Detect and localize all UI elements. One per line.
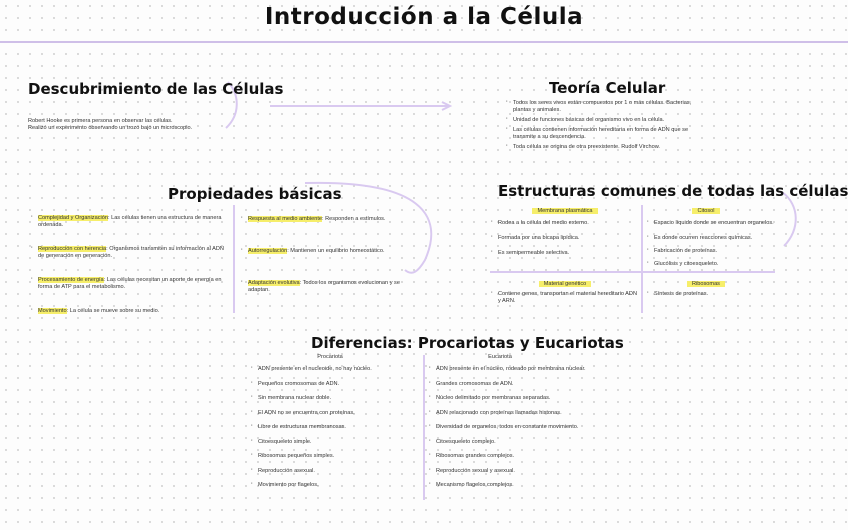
estructuras-heading: Estructuras comunes de todas las células (498, 182, 848, 200)
procariota-item: · Sin membrana nuclear doble. (250, 395, 420, 402)
teoria-item: · Toda célula se origina de otra preexistente. Rudolf Virchow. (505, 144, 695, 151)
diferencias-divider (423, 355, 425, 500)
propiedad-item: · Complejidad y Organización: Las células tienen una estructura de manera ordenada. (30, 215, 230, 229)
eucariota-item: · Núcleo delimitado por membranas separadas. (428, 395, 628, 402)
procariota-item: · ADN presente en el nucleoide, no hay núcleo. (250, 366, 420, 373)
material-genetico-label: Material genético (539, 281, 592, 287)
procariota-item: · Citoesqueleto simple. (250, 439, 420, 446)
propiedad-item: · Reproducción con herencia: Organismos transmiten su información al ADN de generación en generación. (30, 246, 230, 260)
propiedades-heading: Propiedades básicas (168, 185, 342, 203)
membrana-label: Membrana plasmática (532, 208, 597, 214)
descubrimiento-line: Realizó un experimento observando un trozo bajo un microscopio. (28, 125, 193, 131)
descubrimiento-text (28, 118, 192, 132)
estructura-item: · Síntesis de proteínas. (646, 291, 796, 298)
teoria-list (505, 100, 695, 151)
teoria-item: · Unidad de funciones básicas del organismo vivo en la célula. (505, 117, 695, 124)
estructura-item: · Es semipermeable selectiva. (490, 250, 640, 257)
procariota-item: · El ADN no se encuentra con proteínas. (250, 410, 420, 417)
procariota-label: Procariota (317, 354, 343, 360)
eucariota-item: · Mecanismo flagelos complejos. (428, 482, 628, 489)
propiedades-divider (233, 205, 235, 313)
estructura-membrana (490, 208, 640, 257)
eucariota-item: · Citoesqueleto complejo. (428, 439, 628, 446)
estructura-citosol (646, 208, 796, 268)
page-title: Introducción a la Célula (264, 4, 584, 30)
procariota-item: · Movimiento por flagelos. (250, 482, 420, 489)
procariota-item: · Libre de estructuras membranosas. (250, 424, 420, 431)
procariota-list (250, 366, 420, 489)
estructura-item: · Fabricación de proteínas. (646, 248, 796, 255)
eucariota-item: · Ribosomas grandes complejos. (428, 453, 628, 460)
estructuras-vertical-divider (641, 205, 643, 313)
propiedad-item: · Respuesta al medio ambiente: Responden a estímulos. (240, 216, 415, 223)
eucariota-list (428, 366, 628, 489)
estructura-item: · Formada por una bicapa lipídica. (490, 235, 640, 242)
teoria-heading: Teoría Celular (549, 79, 666, 97)
propiedad-item: · Movimiento: La célula se mueve sobre su medio. (30, 308, 230, 315)
eucariota-item: · ADN presente en el núcleo, rodeado por membrana nuclear. (428, 366, 628, 373)
propiedades-left-list (30, 215, 230, 315)
estructura-item: · Espacio líquido donde se encuentran organelos. (646, 220, 796, 227)
procariota-item: · Reproducción asexual. (250, 468, 420, 475)
ribosomas-label: Ribosomas (687, 281, 725, 287)
eucariota-item: · ADN relacionado con proteínas llamadas histonas. (428, 410, 628, 417)
estructura-ribosomas (646, 281, 796, 298)
diferencias-heading: Diferencias: Procariotas y Eucariotas (311, 334, 624, 352)
estructura-item: · Es donde ocurren reacciones químicas. (646, 235, 796, 242)
citosol-label: Citosol (692, 208, 719, 214)
eucariota-item: · Diversidad de organelos, todos en constante movimiento. (428, 424, 628, 431)
estructura-item: · Rodea a la célula del medio externo. (490, 220, 640, 227)
propiedad-item: · Adaptación evolutiva: Todos los organismos evolucionan y se adaptan. (240, 280, 415, 294)
estructura-item: · Contiene genes, transportan el material hereditario ADN y ARN. (490, 291, 640, 305)
propiedad-item: · Procesamiento de energía: Las células necesitan un aporte de energía en forma de ATP para el metabolismo. (30, 277, 230, 291)
propiedad-item: · Autorregulación: Mantienen un equilibrio homeostático. (240, 248, 415, 255)
estructura-item: · Glucólisis y citoesqueleto. (646, 261, 796, 268)
procariota-item: · Ribosomas pequeños simples. (250, 453, 420, 460)
propiedades-right-list (240, 216, 415, 294)
teoria-item: · Las células contienen información hereditaria en forma de ADN que se transmite a su descendencia. (505, 127, 695, 141)
eucariota-label: Eucariota (488, 354, 512, 360)
descubrimiento-heading: Descubrimiento de las Células (28, 80, 284, 98)
descubrimiento-line: Robert Hooke es primera persona en observar las células. (28, 118, 173, 124)
procariota-item: · Pequeños cromosomas de ADN. (250, 381, 420, 388)
teoria-item: · Todos los seres vivos están compuestos por 1 o más células. Bacterias, plantas y animales. (505, 100, 695, 114)
estructuras-horizontal-divider (490, 271, 775, 273)
eucariota-item: · Reproducción sexual y asexual. (428, 468, 628, 475)
eucariota-item: · Grandes cromosomas de ADN. (428, 381, 628, 388)
